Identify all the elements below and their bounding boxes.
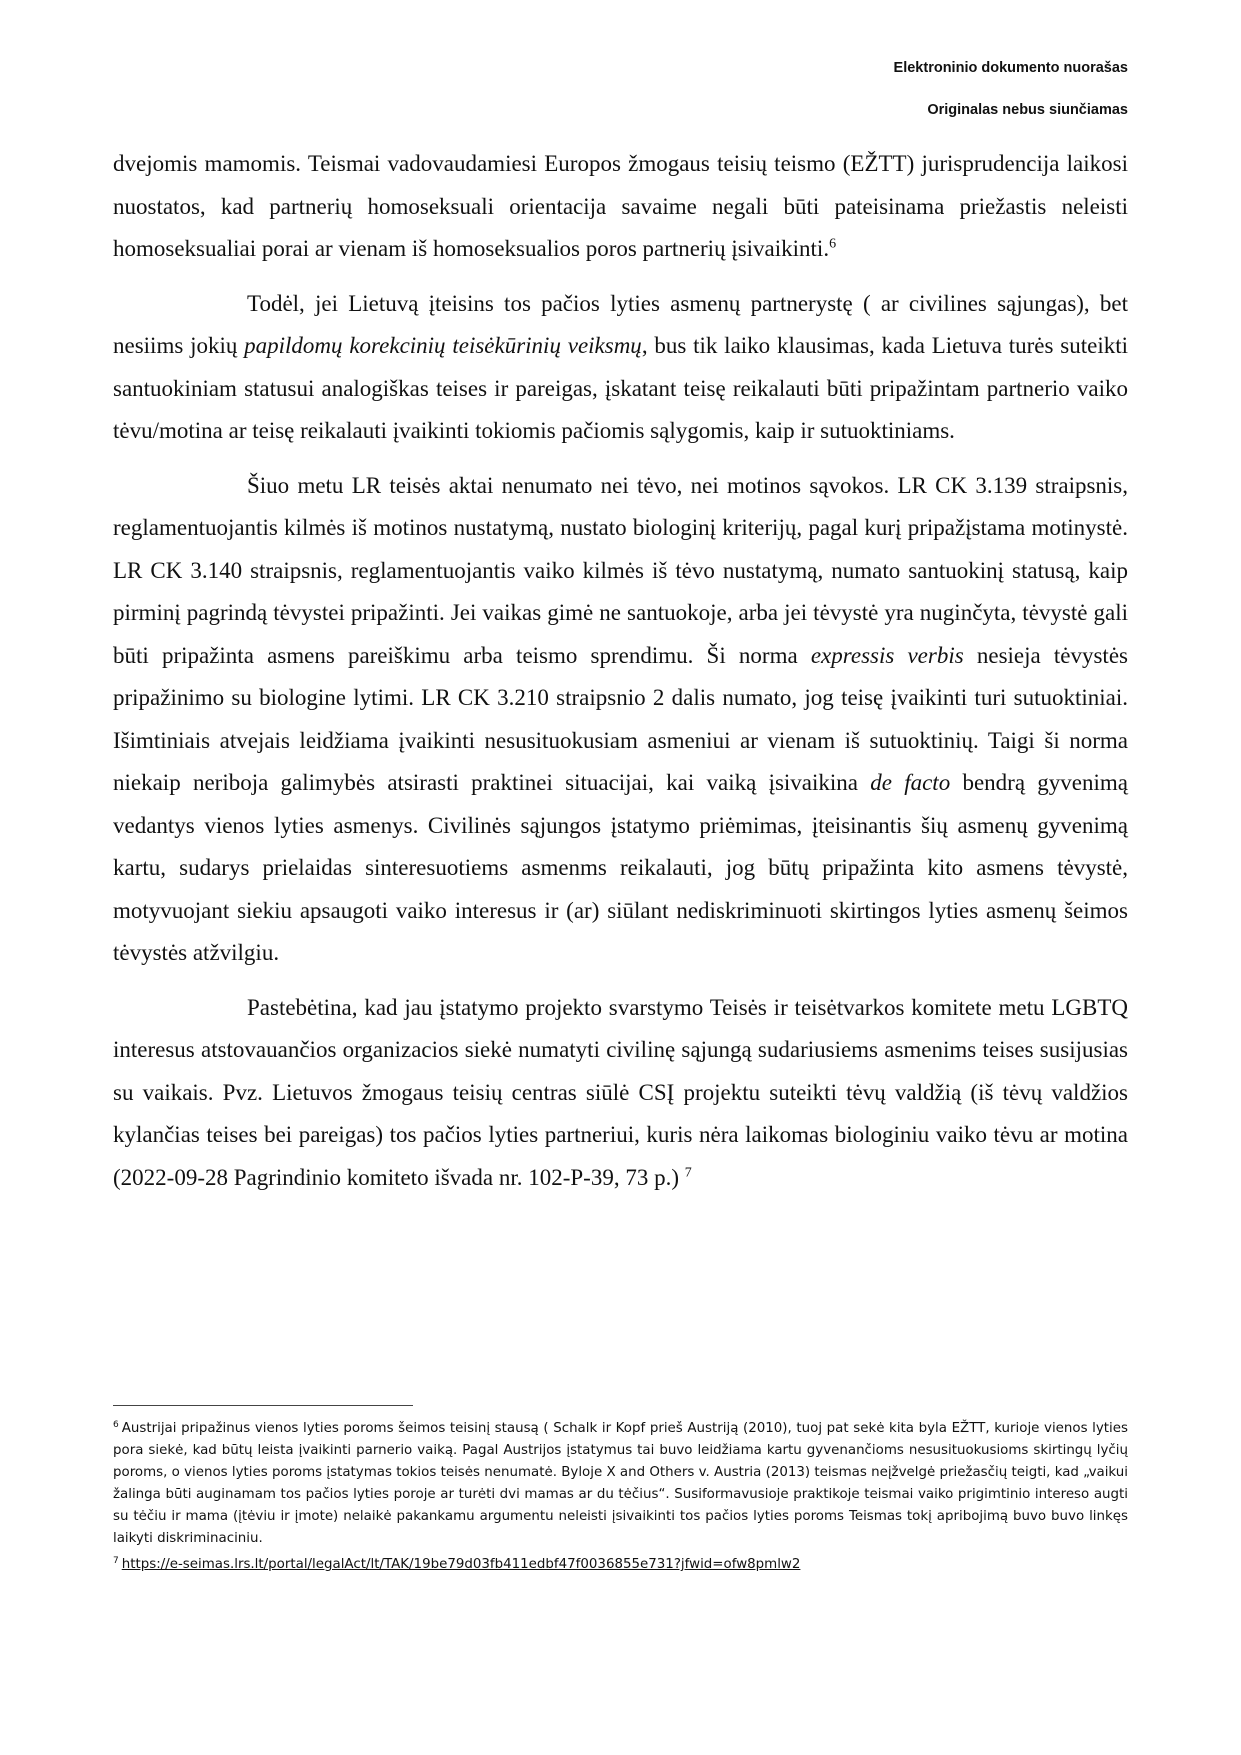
paragraph-2-text-a: Todėl, jei Lietuvą įteisins tos pačios lyties asmenų partnerystę ( ar civilines sąjungas), bet nesiims jokių	[113, 290, 1128, 358]
footnote-ref-6[interactable]: 6	[829, 236, 837, 252]
footnote-7-number: 7	[113, 1555, 119, 1566]
footnote-ref-7[interactable]: 7	[684, 1164, 692, 1180]
paragraph-3-text-b: nesieja tėvystės pripažinimo su biologine lytimi. LR CK 3.210 straipsnio 2 dalis numato, jog teisę įvaikinti turi sutuoktiniai. Išimtiniais atvejais leidžiama įvaikinti nesusituokusiam asmeniui ar vienam iš sutuoktinių. Taigi ši norma niekaip neriboja galimybės atsirasti praktinei situacijai, kai vaiką įsivaikina	[113, 642, 1128, 795]
paragraph-2-emphasis: papildomų korekcinių teisėkūrinių veiksmų	[244, 333, 642, 358]
footnote-6-number: 6	[113, 1419, 119, 1430]
paragraph-3	[113, 465, 1128, 975]
paragraph-4	[113, 987, 1128, 1200]
footnote-7-link[interactable]: https://e-seimas.lrs.lt/portal/legalAct/lt/TAK/19be79d03fb411edbf47f0036855e731?jfwid=ofw8pmlw2	[121, 1557, 801, 1572]
footnote-7	[113, 1554, 1128, 1576]
paragraph-4-text: Pastebėtina, kad jau įstatymo projekto svarstymo Teisės ir teisėtvarkos komitete metu LGBTQ interesus atstovauančios organizacios siekė numatyti civilinę sąjungą sudariusiems asmenims teises susijusias su vaikais. Pvz. Lietuvos žmogaus teisių centras siūlė CSĮ projektu suteikti tėvų valdžią (iš tėvų valdžios kylančias teises bei pareigas) tos pačios lyties partneriui, kuris nėra laikomas biologiniu vaiko tėvu ar motina (2022-09-28 Pagrindinio komiteto išvada nr. 102-P-39, 73 p.)	[113, 994, 1128, 1190]
paragraph-3-text-a: Šiuo metu LR teisės aktai nenumato nei tėvo, nei motinos sąvokos. LR CK 3.139 straipsnis, reglamentuojantis kilmės iš motinos nustatymą, nustato biologinį kriterijų, pagal kurį pripažįstama motinystė. LR CK 3.140 straipsnis, reglamentuojantis vaiko kilmės iš tėvo nustatymą, numato santuokinį statusą, kaip pirminį pagrindą tėvystei pripažinti. Jei vaikas gimė ne santuokoje, arba jei tėvystė yra nuginčyta, tėvystė gali būti pripažinta asmens pareiškimu arba teismo sprendimu. Ši norma	[113, 472, 1128, 668]
footnote-6	[113, 1418, 1128, 1550]
paragraph-1-text: dvejomis mamomis. Teismai vadovaudamiesi Europos žmogaus teisių teismo (EŽTT) jurisprudencija laikosi nuostatos, kad partnerių homoseksuali orientacija savaime negali būti pateisinama priežastis neleisti homoseksualiai porai ar vienam iš homoseksualios poros partnerių įsivaikinti.	[113, 151, 1128, 261]
header-line-copy-notice: Elektroninio dokumento nuorašas	[893, 60, 1128, 76]
header-line-original-notice: Originalas nebus siunčiamas	[927, 102, 1128, 118]
footnote-separator	[113, 1405, 413, 1406]
paragraph-1	[113, 143, 1128, 271]
paragraph-3-text-c: bendrą gyvenimą vedantys vienos lyties asmenys. Civilinės sąjungos įstatymo priėmimas, įteisinantis šių asmenų gyvenimą kartu, sudarys prielaidas sinteresuotiems asmenms reikalauti, jog būtų pripažinta kito asmens tėvystė, motyvuojant siekiu apsaugoti vaiko interesus ir (ar) siūlant nediskriminuoti skirtingos lyties asmenų šeimos tėvystės atžvilgiu.	[113, 770, 1128, 965]
paragraph-3-emphasis-2: de facto	[870, 770, 951, 795]
paragraph-3-emphasis-1: expressis verbis	[810, 642, 964, 668]
footnote-6-text: Austrijai pripažinus vienos lyties poroms šeimos teisinį stausą ( Schalk ir Kopf prieš Austriją (2010), tuoj pat sekė kita byla EŽTT, kurioje vienos lyties pora siekė, kad būtų leista įvaikinti parnerio vaiką. Pagal Austrijos įstatymus tai buvo leidžiama kartu gyvenančioms nesusituokusioms skirtingų lyčių poroms, o vienos lyties poroms įstatymas tokios teisės nenumatė. Byloje X and Others v. Austria (2013) teismas neįžvelgė priežasčių teigti, kad „vaikui žalinga būti auginamam tos pačios lyties poroje ar turėti dvi mamas ar du tėčius“. Susiformavusioje praktikoje teismai vaiko prigimtinio intereso augti su tėčiu ir mama (įtėviu ir įmote) nelaikė pakankamu argumentu neleisti įsivaikinti tos pačios lyties poroms Teismas tokį apribojimą buvo buvo linkęs laikyti diskriminaciniu.	[113, 1421, 1128, 1546]
document-body	[113, 143, 1128, 1199]
footnotes	[113, 1418, 1128, 1580]
document-header	[894, 58, 1128, 142]
paragraph-2-text-b: , bus tik laiko klausimas, kada Lietuva turės suteikti santuokiniam statusui analogiškas teises ir pareigas, įskatant teisę reikalauti būti pripažintam partnerio vaiko tėvu/motina ar teisę reikalauti įvaikinti tokiomis pačiomis sąlygomis, kaip ir sutuoktiniams.	[113, 333, 1128, 443]
paragraph-2	[113, 283, 1128, 453]
